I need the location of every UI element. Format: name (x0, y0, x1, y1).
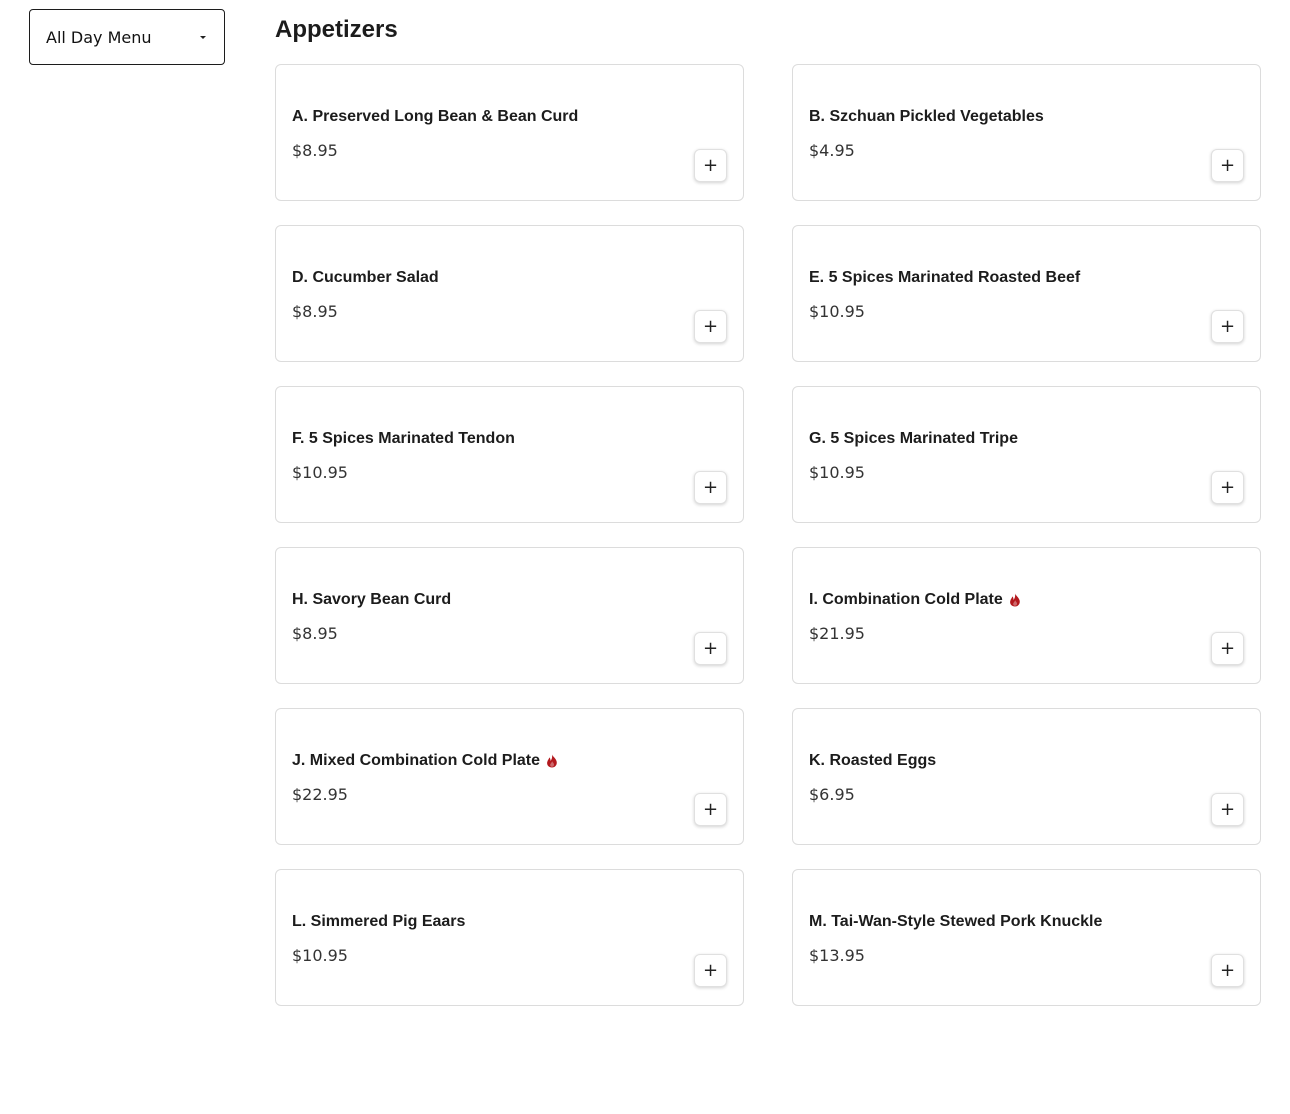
menu-item-price: $10.95 (292, 946, 348, 965)
menu-item-name: A. Preserved Long Bean & Bean Curd (292, 108, 579, 125)
add-item-button[interactable]: + (1211, 310, 1244, 343)
menu-item-name-row (292, 590, 451, 610)
menu-item-name-row (292, 268, 439, 288)
menu-item-price: $10.95 (809, 302, 865, 321)
menu-item-card[interactable] (275, 64, 744, 201)
section-title: Appetizers (275, 16, 398, 43)
menu-item-price: $6.95 (809, 785, 855, 804)
menu-dropdown-value: All Day Menu (46, 27, 152, 47)
menu-item-card[interactable] (792, 225, 1261, 362)
menu-item-name: E. 5 Spices Marinated Roasted Beef (809, 269, 1081, 286)
caret-down-icon (200, 36, 206, 39)
menu-item-price: $13.95 (809, 946, 865, 965)
menu-item-price: $10.95 (809, 463, 865, 482)
menu-item-name-row (809, 751, 936, 771)
menu-item-name-row (292, 751, 558, 771)
menu-item-price: $8.95 (292, 302, 338, 321)
menu-item-price: $4.95 (809, 141, 855, 160)
menu-item-name-row (292, 107, 578, 127)
add-item-button[interactable]: + (694, 149, 727, 182)
add-item-button[interactable]: + (694, 954, 727, 987)
menu-item-card[interactable] (275, 708, 744, 845)
menu-items-grid (275, 64, 1261, 1006)
menu-item-name: K. Roasted Eggs (809, 752, 937, 769)
menu-item-card[interactable] (792, 64, 1261, 201)
add-item-button[interactable]: + (1211, 149, 1244, 182)
menu-item-name: G. 5 Spices Marinated Tripe (809, 430, 1018, 447)
add-item-button[interactable]: + (694, 471, 727, 504)
menu-item-card[interactable] (275, 547, 744, 684)
menu-item-name-row (809, 590, 1021, 610)
menu-item-name: D. Cucumber Salad (292, 269, 439, 286)
menu-item-price: $8.95 (292, 624, 338, 643)
menu-item-card[interactable] (792, 386, 1261, 523)
menu-item-name: F. 5 Spices Marinated Tendon (292, 430, 515, 447)
menu-item-price: $8.95 (292, 141, 338, 160)
menu-item-card[interactable] (792, 547, 1261, 684)
menu-item-name-row (809, 107, 1044, 127)
menu-item-card[interactable] (792, 869, 1261, 1006)
menu-item-price: $22.95 (292, 785, 348, 804)
menu-item-name: L. Simmered Pig Eaars (292, 913, 466, 930)
menu-item-price: $10.95 (292, 463, 348, 482)
menu-item-card[interactable] (275, 386, 744, 523)
menu-item-card[interactable] (275, 225, 744, 362)
menu-item-name-row (292, 912, 465, 932)
add-item-button[interactable]: + (1211, 632, 1244, 665)
menu-item-price: $21.95 (809, 624, 865, 643)
add-item-button[interactable]: + (1211, 954, 1244, 987)
menu-item-name-row (292, 429, 515, 449)
spicy-flame-icon (1009, 593, 1021, 607)
menu-item-name: I. Combination Cold Plate (809, 591, 1003, 608)
add-item-button[interactable]: + (694, 793, 727, 826)
menu-item-name-row (809, 912, 1102, 932)
add-item-button[interactable]: + (694, 632, 727, 665)
menu-item-name: H. Savory Bean Curd (292, 591, 452, 608)
add-item-button[interactable]: + (1211, 471, 1244, 504)
menu-item-name: B. Szchuan Pickled Vegetables (809, 108, 1044, 125)
spicy-flame-icon (546, 754, 558, 768)
menu-item-name: J. Mixed Combination Cold Plate (292, 752, 541, 769)
menu-item-card[interactable] (792, 708, 1261, 845)
add-item-button[interactable]: + (1211, 793, 1244, 826)
menu-item-name-row (809, 268, 1080, 288)
menu-item-name-row (809, 429, 1018, 449)
add-item-button[interactable]: + (694, 310, 727, 343)
menu-item-name: M. Tai-Wan-Style Stewed Pork Knuckle (809, 913, 1103, 930)
menu-item-card[interactable] (275, 869, 744, 1006)
menu-dropdown[interactable] (29, 9, 225, 65)
